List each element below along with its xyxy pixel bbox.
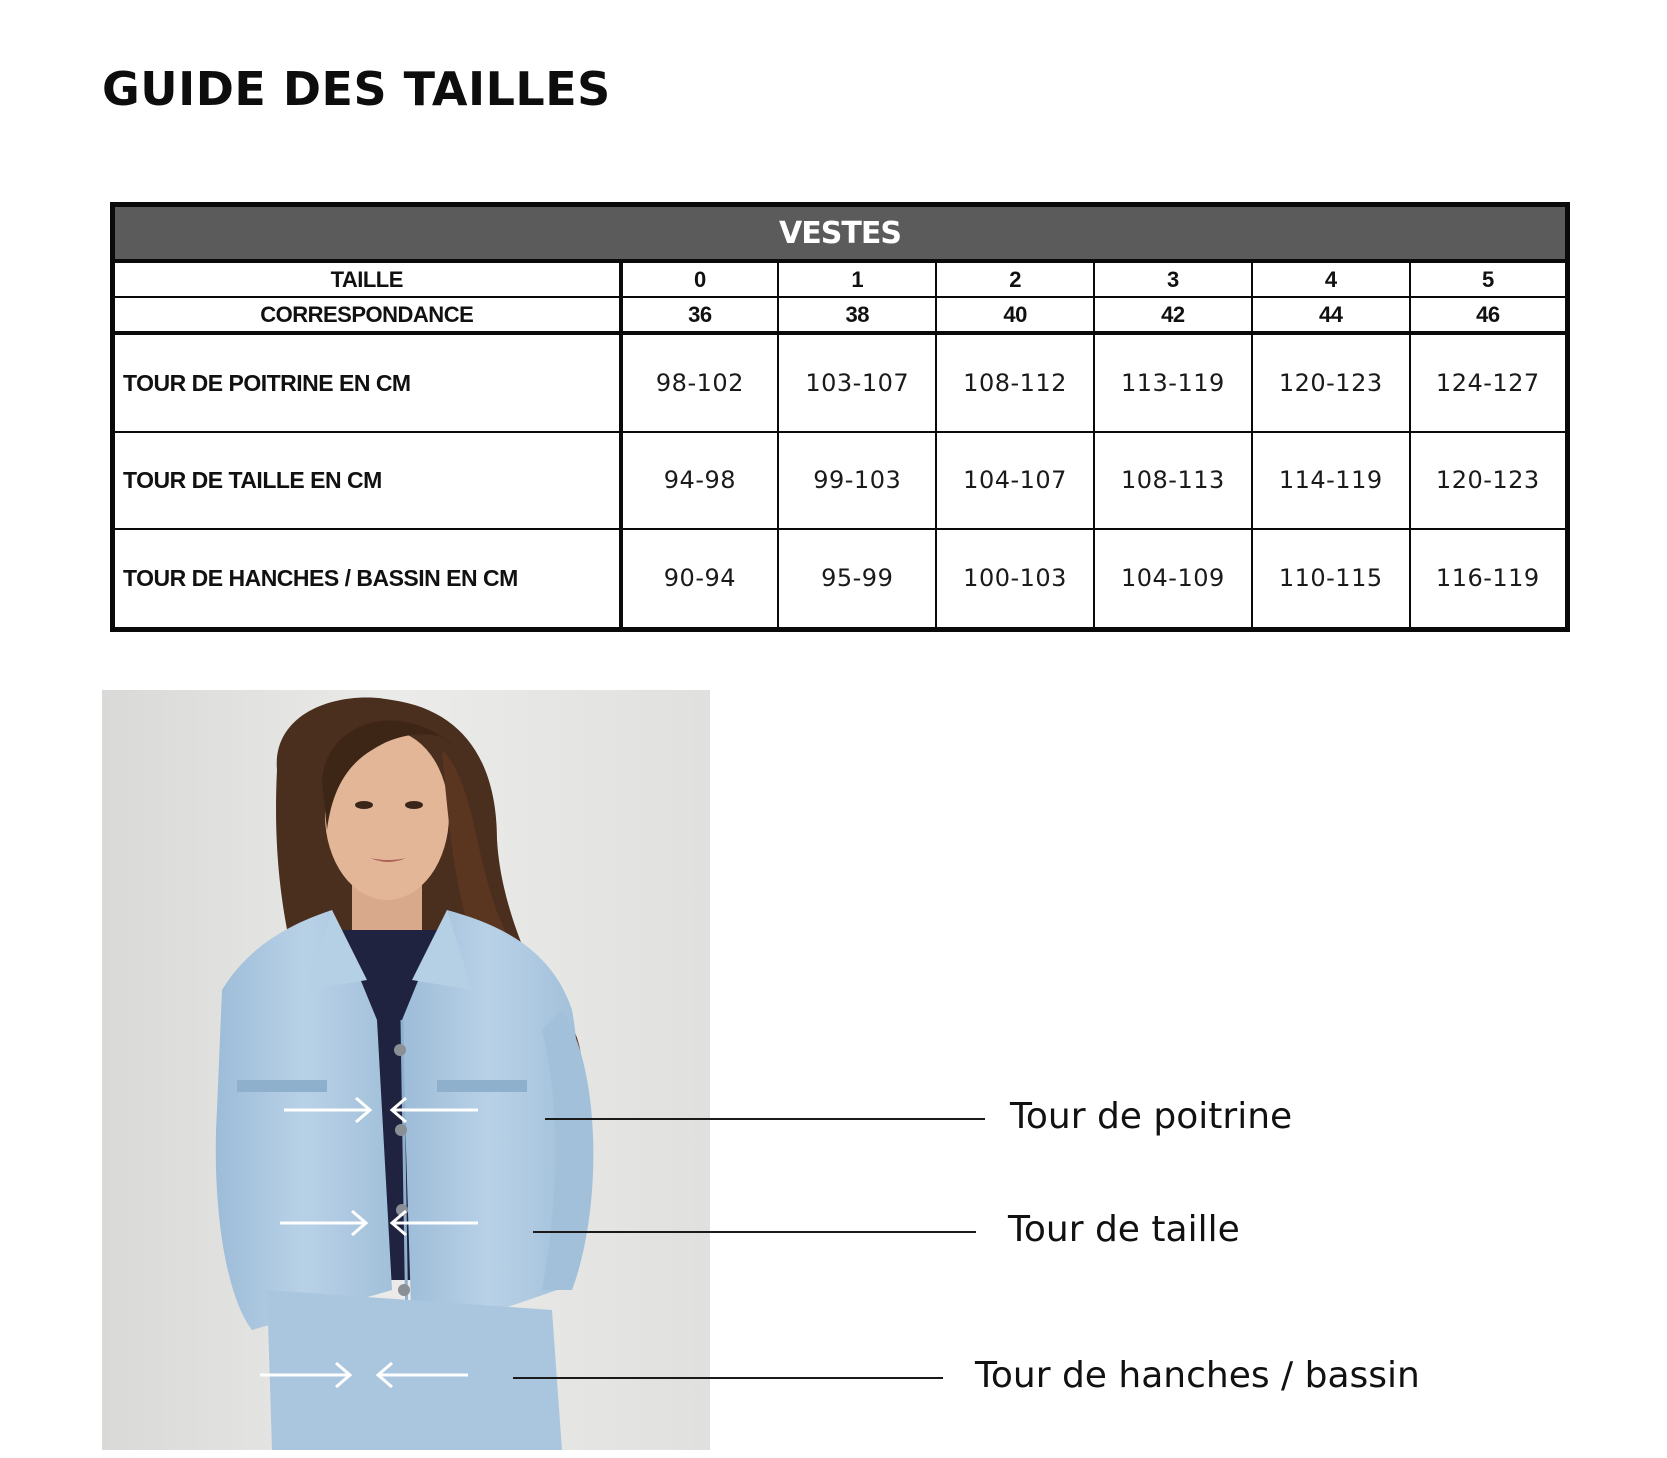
header-cell: 36 [621, 297, 779, 333]
header-cell: 44 [1252, 297, 1410, 333]
table-cell: 104-109 [1094, 529, 1252, 630]
table-cell: 120-123 [1410, 432, 1568, 528]
table-cell: 124-127 [1410, 333, 1568, 432]
table-cell: 114-119 [1252, 432, 1410, 528]
table-row [113, 432, 1568, 528]
chest-callout-label: Tour de poitrine [1010, 1096, 1293, 1137]
header-cell: 2 [936, 261, 1094, 297]
header-cell: 1 [778, 261, 936, 297]
header-cell: 5 [1410, 261, 1568, 297]
chest-callout-line [545, 1118, 985, 1120]
header-cell: 42 [1094, 297, 1252, 333]
header-label: CORRESPONDANCE [113, 297, 621, 333]
size-chart-table [110, 202, 1570, 632]
header-row-correspondance [113, 297, 1568, 333]
waist-callout-line [533, 1231, 976, 1233]
header-row-taille [113, 261, 1568, 297]
row-label: TOUR DE TAILLE EN CM [113, 432, 621, 528]
header-label: TAILLE [113, 261, 621, 297]
table-cell: 98-102 [621, 333, 779, 432]
table-cell: 120-123 [1252, 333, 1410, 432]
table-cell: 95-99 [778, 529, 936, 630]
model-photo [102, 690, 710, 1450]
model-illustration [102, 690, 710, 1450]
hips-callout-line [513, 1377, 943, 1379]
table-cell: 103-107 [778, 333, 936, 432]
header-cell: 4 [1252, 261, 1410, 297]
table-row [113, 529, 1568, 630]
row-label: TOUR DE POITRINE EN CM [113, 333, 621, 432]
table-cell: 104-107 [936, 432, 1094, 528]
waist-callout-label: Tour de taille [1008, 1209, 1240, 1250]
table-cell: 94-98 [621, 432, 779, 528]
header-cell: 46 [1410, 297, 1568, 333]
table-banner: VESTES [113, 205, 1568, 262]
row-label: TOUR DE HANCHES / BASSIN EN CM [113, 529, 621, 630]
table-cell: 113-119 [1094, 333, 1252, 432]
table-cell: 108-113 [1094, 432, 1252, 528]
table-row [113, 333, 1568, 432]
table-cell: 100-103 [936, 529, 1094, 630]
header-cell: 38 [778, 297, 936, 333]
header-cell: 3 [1094, 261, 1252, 297]
header-cell: 0 [621, 261, 779, 297]
table-cell: 110-115 [1252, 529, 1410, 630]
table-cell: 116-119 [1410, 529, 1568, 630]
page-title: GUIDE DES TAILLES [102, 62, 611, 116]
table-cell: 99-103 [778, 432, 936, 528]
hips-callout-label: Tour de hanches / bassin [975, 1355, 1420, 1396]
table-cell: 90-94 [621, 529, 779, 630]
header-cell: 40 [936, 297, 1094, 333]
table-cell: 108-112 [936, 333, 1094, 432]
